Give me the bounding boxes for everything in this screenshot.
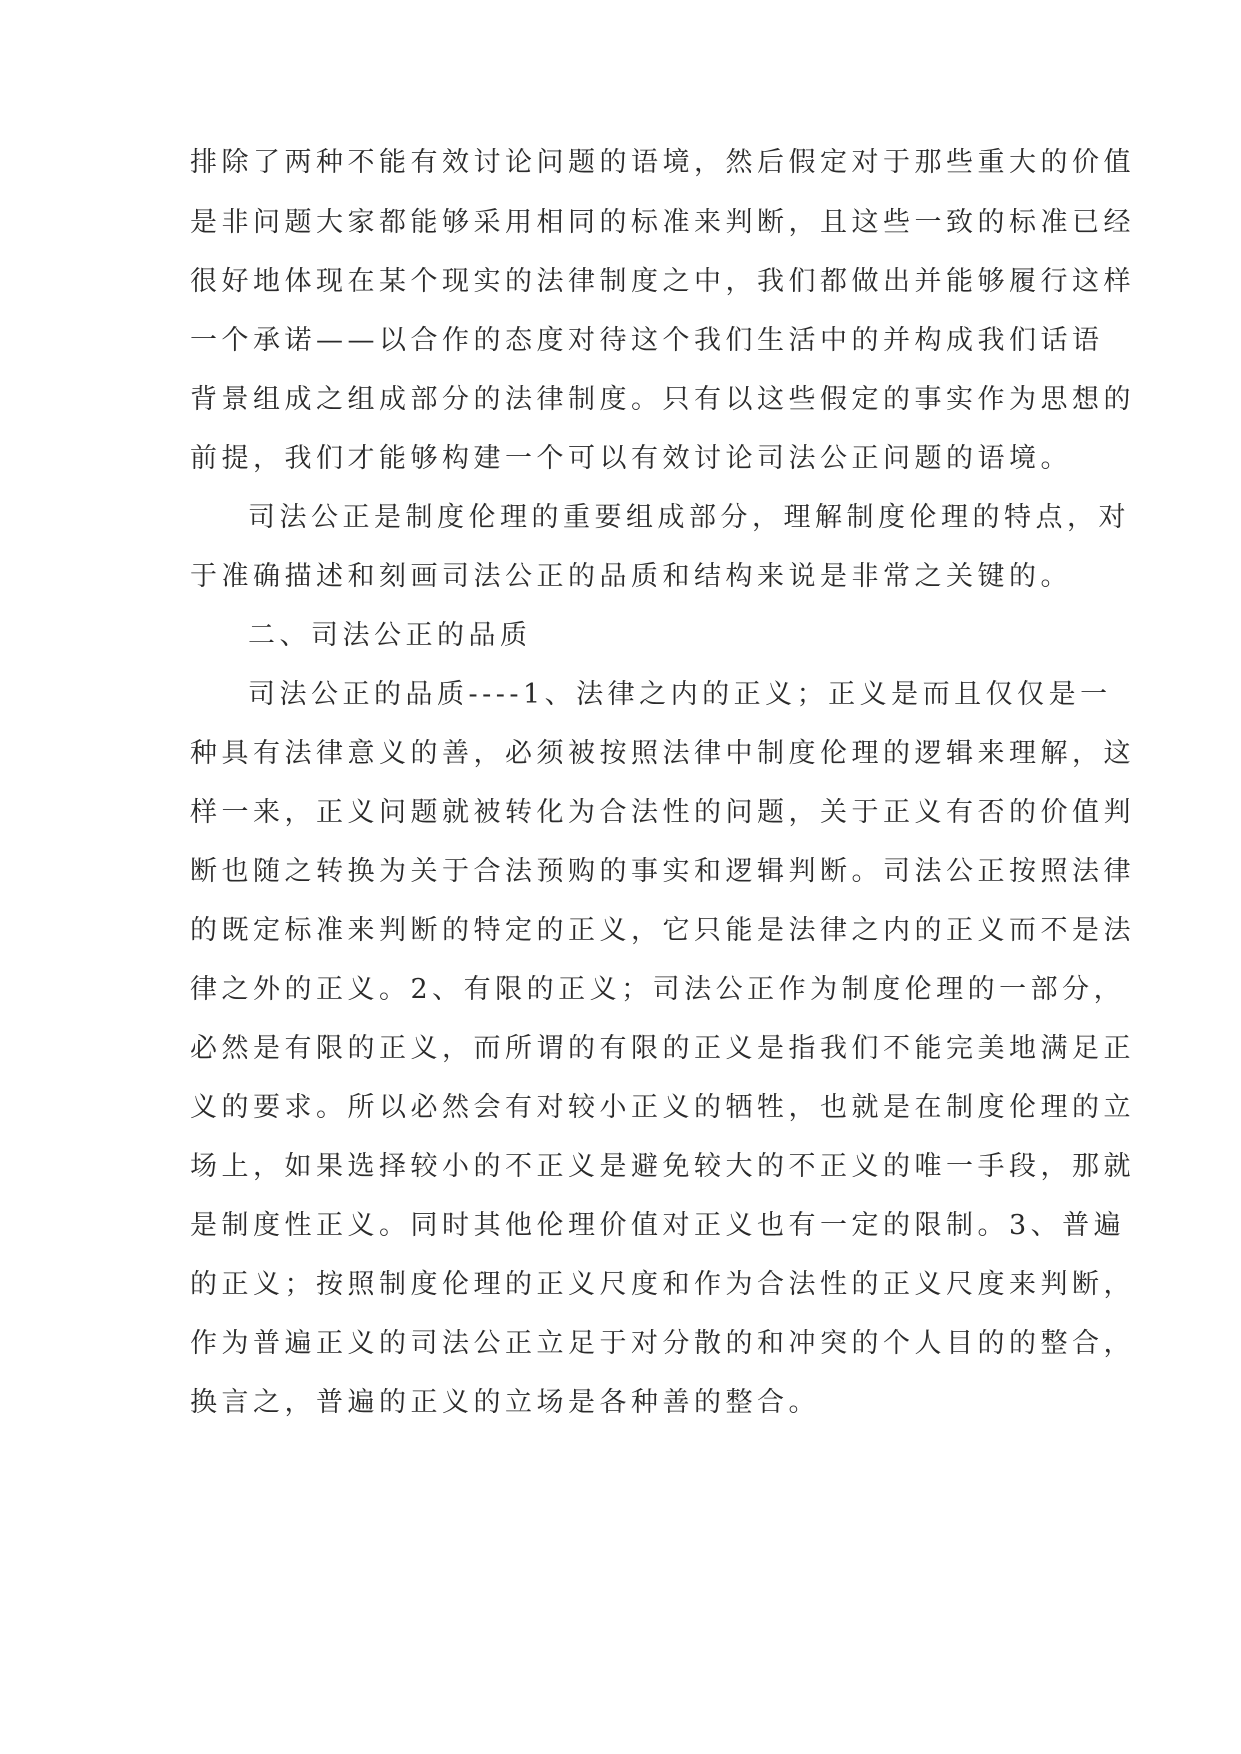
paragraph-1-line-4: 一个承诺——以合作的态度对待这个我们生活中的并构成我们话语 — [190, 325, 1104, 356]
paragraph-1-line-6: 前提，我们才能够构建一个可以有效讨论司法公正问题的语境。 — [190, 443, 1072, 474]
paragraph-2-line-2: 于准确描述和刻画司法公正的品质和结构来说是非常之关键的。 — [190, 561, 1072, 592]
paragraph-3-line-9: 场上，如果选择较小的不正义是避免较大的不正义的唯一手段，那就 — [190, 1151, 1135, 1182]
paragraph-2-line-1: 司法公正是制度伦理的重要组成部分，理解制度伦理的特点，对 — [248, 502, 1130, 533]
paragraph-3-line-11: 的正义；按照制度伦理的正义尺度和作为合法性的正义尺度来判断， — [190, 1269, 1135, 1300]
paragraph-1-line-1: 排除了两种不能有效讨论问题的语境，然后假定对于那些重大的价值 — [190, 147, 1135, 178]
paragraph-3-line-3: 样一来，正义问题就被转化为合法性的问题，关于正义有否的价值判 — [190, 797, 1135, 828]
paragraph-3-line-7: 必然是有限的正义，而所谓的有限的正义是指我们不能完美地满足正 — [190, 1033, 1135, 1064]
paragraph-3-line-10: 是制度性正义。同时其他伦理价值对正义也有一定的限制。3、普遍 — [190, 1210, 1126, 1241]
paragraph-3-line-13: 换言之，普遍的正义的立场是各种善的整合。 — [190, 1387, 820, 1418]
paragraph-1-line-2: 是非问题大家都能够采用相同的标准来判断，且这些一致的标准已经 — [190, 207, 1135, 238]
paragraph-1-line-3: 很好地体现在某个现实的法律制度之中，我们都做出并能够履行这样 — [190, 266, 1135, 297]
paragraph-3-line-2: 种具有法律意义的善，必须被按照法律中制度伦理的逻辑来理解，这 — [190, 738, 1135, 769]
paragraph-3-line-12: 作为普遍正义的司法公正立足于对分散的和冲突的个人目的的整合， — [190, 1328, 1135, 1359]
section-heading: 二、司法公正的品质 — [248, 620, 532, 651]
paragraph-1-line-5: 背景组成之组成部分的法律制度。只有以这些假定的事实作为思想的 — [190, 384, 1135, 415]
paragraph-3-line-4: 断也随之转换为关于合法预购的事实和逻辑判断。司法公正按照法律 — [190, 856, 1135, 887]
paragraph-3-line-6: 律之外的正义。2、有限的正义；司法公正作为制度伦理的一部分， — [190, 974, 1126, 1005]
paragraph-3-line-5: 的既定标准来判断的特定的正义，它只能是法律之内的正义而不是法 — [190, 915, 1135, 946]
paragraph-3-line-1: 司法公正的品质----1、法律之内的正义；正义是而且仅仅是一 — [248, 679, 1112, 710]
paragraph-3-line-8: 义的要求。所以必然会有对较小正义的牺牲，也就是在制度伦理的立 — [190, 1092, 1135, 1123]
